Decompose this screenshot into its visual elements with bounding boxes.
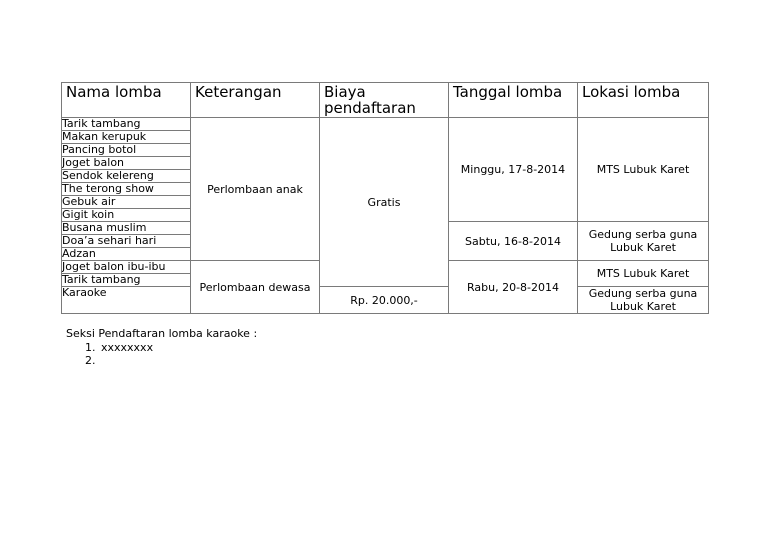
event-name: Gigit koin [62, 209, 191, 222]
lokasi-gedung-1: Gedung serba guna Lubuk Karet [578, 222, 709, 261]
biaya-gratis: Gratis [320, 118, 449, 287]
tanggal-rabu: Rabu, 20-8-2014 [449, 261, 578, 314]
competition-table [61, 82, 709, 314]
event-name: Busana muslim [62, 222, 191, 235]
header-keterangan: Keterangan [191, 83, 320, 118]
event-name: Doa’a sehari hari [62, 235, 191, 248]
event-name: Sendok kelereng [62, 170, 191, 183]
header-tanggal: Tanggal lomba [449, 83, 578, 118]
table-row [62, 118, 709, 131]
notes-list [66, 341, 257, 367]
header-biaya: Biaya pendaftaran [320, 83, 449, 118]
list-item [99, 354, 257, 367]
event-name: Tarik tambang [62, 274, 191, 287]
header-row [62, 83, 709, 118]
registration-notes [66, 327, 257, 367]
event-name: Tarik tambang [62, 118, 191, 131]
event-name: Joget balon [62, 157, 191, 170]
table-row [62, 287, 709, 314]
lokasi-mts-1: MTS Lubuk Karet [578, 118, 709, 222]
event-name: The terong show [62, 183, 191, 196]
keterangan-dewasa: Perlombaan dewasa [191, 261, 320, 314]
event-name: Adzan [62, 248, 191, 261]
notes-title: Seksi Pendaftaran lomba karaoke : [66, 327, 258, 340]
event-name: Karaoke [62, 287, 191, 314]
event-name: Makan kerupuk [62, 131, 191, 144]
header-lokasi: Lokasi lomba [578, 83, 709, 118]
event-name: Pancing botol [62, 144, 191, 157]
event-name: Gebuk air [62, 196, 191, 209]
keterangan-anak: Perlombaan anak [191, 118, 320, 261]
event-name: Joget balon ibu-ibu [62, 261, 191, 274]
lokasi-gedung-2: Gedung serba guna Lubuk Karet [578, 287, 709, 314]
biaya-karaoke: Rp. 20.000,- [320, 287, 449, 314]
tanggal-minggu: Minggu, 17-8-2014 [449, 118, 578, 222]
header-nama-lomba: Nama lomba [62, 83, 191, 118]
tanggal-sabtu: Sabtu, 16-8-2014 [449, 222, 578, 261]
lokasi-mts-2: MTS Lubuk Karet [578, 261, 709, 287]
list-item: 1. xxxxxxxx [99, 341, 257, 354]
